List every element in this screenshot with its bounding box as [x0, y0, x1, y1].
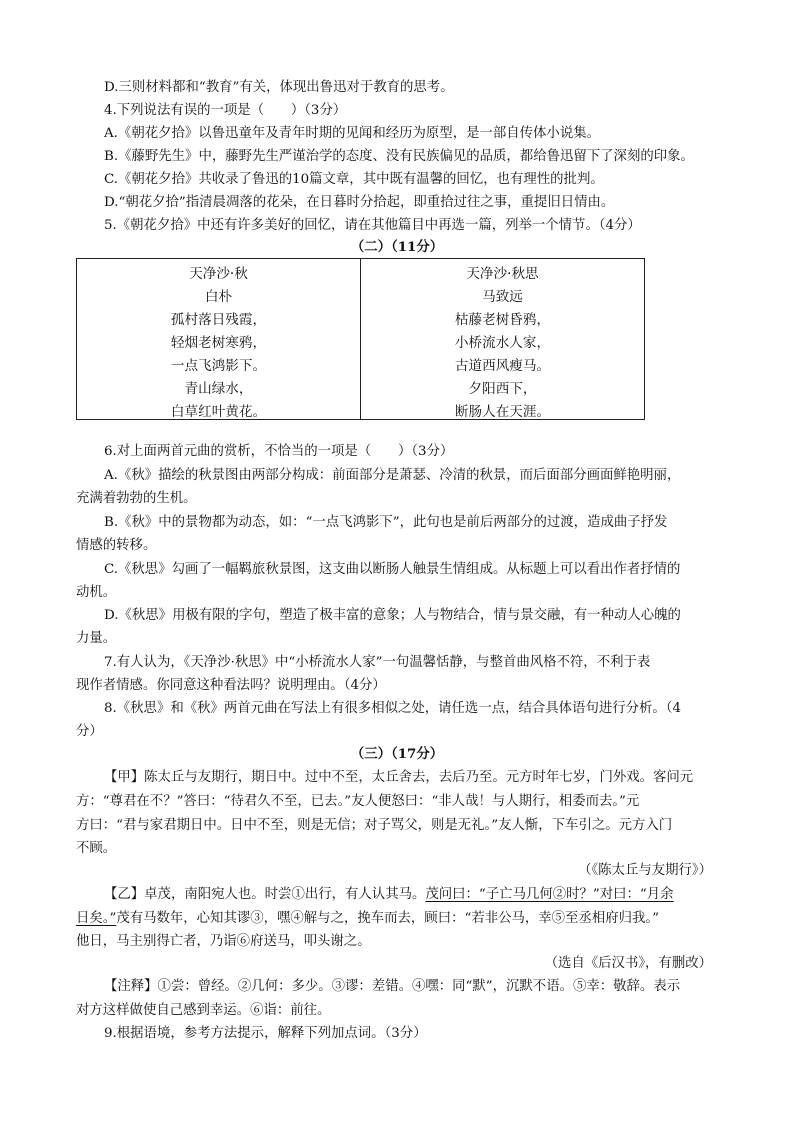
passage-yi-underlined: 茂问曰：“子亡马几何②时？”对曰：“月余	[425, 887, 674, 902]
question-5: 5.《朝花夕拾》中还有许多美好的回忆，请在其他篇目中再选一篇，列举一个情节。（4分）	[104, 218, 641, 233]
passage-jia-line: 方曰：“君与家君期日中。日中不至，则是无信；对子骂父，则是无礼。”友人惭，下车引之。元方入门	[76, 818, 673, 833]
passage-jia-line: 不顾。	[76, 841, 117, 856]
poem-left-line: 一点飞鸿影下。	[170, 358, 267, 374]
poem-table	[76, 258, 645, 420]
poem-right-line: 古道西风瘦马。	[454, 358, 551, 374]
passage-yi-text: 【乙】卓茂，南阳宛人也。时尝①出行，有人认其马。	[104, 887, 426, 902]
option-6b-cont: 情感的转移。	[76, 538, 157, 553]
passage-yi-line	[76, 910, 728, 928]
passage-yi-line	[104, 886, 728, 904]
option-6c-cont: 动机。	[76, 585, 117, 600]
poem-right-title: 天净沙·秋思	[466, 266, 539, 282]
option-6c: C.《秋思》勾画了一幅羁旅秋景图，这支曲以断肠人触景生情组成。从标题上可以看出作者抒情的	[104, 562, 681, 577]
poem-left-line: 白草红叶黄花。	[170, 404, 267, 420]
poem-left-line: 轻烟老树寒鸦，	[170, 335, 267, 351]
source-jia: （《陈太丘与友期行》）	[578, 863, 712, 878]
notes-line: 【注释】①尝：曾经。②几何：多少。③谬：差错。④嘿：同“默”，沉默不语。⑤幸：敬辞。表示	[104, 979, 681, 994]
passage-yi-line: 他日，马主别得亡者，乃诣⑥府送马，叩头谢之。	[76, 934, 371, 949]
poem-right-line: 小桥流水人家，	[454, 335, 551, 351]
passage-jia-line: 方：“尊君在不？”答曰：“待君久不至，已去。”友人便怒曰：“非人哉！与人期行，相委而去。”元	[76, 794, 640, 809]
option-6a-cont: 充满着勃勃的生机。	[76, 491, 197, 506]
option-4a: A.《朝花夕拾》以鲁迅童年及青年时期的见闻和经历为原型，是一部自传体小说集。	[104, 126, 600, 141]
option-6d-cont: 力量。	[76, 631, 117, 646]
question-4: 4.下列说法有误的一项是（ ）（3分）	[104, 103, 347, 118]
poem-left-title: 天净沙·秋	[189, 266, 248, 282]
passage-jia-line: 【甲】陈太丘与友期行，期日中。过中不至，太丘舍去，去后乃至。元方时年七岁，门外戏。客问元	[104, 770, 694, 785]
passage-yi-underlined: 日矣。”	[76, 911, 117, 926]
poem-left-line: 青山绿水，	[184, 381, 253, 397]
section-2-heading: （二）（11分）	[350, 239, 444, 255]
option-6b: B.《秋》中的景物都为动态，如：“一点飞鸿影下”，此句也是前后两部分的过渡，造成曲子抒发	[104, 515, 668, 530]
question-8: 8.《秋思》和《秋》两首元曲在写法上有很多相似之处，请任选一点，结合具体语句进行分析。（4	[104, 701, 681, 716]
question-8-cont: 分）	[76, 724, 103, 739]
question-6: 6.对上面两首元曲的赏析，不恰当的一项是（ ）（3分）	[104, 444, 454, 459]
option-4b: B.《藤野先生》中，藤野先生严谨治学的态度、没有民族偏见的品质，都给鲁迅留下了深刻的印象。	[104, 149, 694, 164]
question-7: 7.有人认为，《天净沙·秋思》中“小桥流水人家”一句温馨恬静，与整首曲风格不符，不利于表	[104, 655, 651, 670]
poem-left	[77, 259, 360, 419]
notes-line: 对方这样做使自己感到幸运。⑥诣：前往。	[76, 1003, 331, 1018]
question-7-cont: 现作者情感。你同意这种看法吗？说明理由。（4分）	[76, 678, 386, 693]
source-yi: （选自《后汉书》，有删改）	[544, 956, 712, 971]
poem-right	[360, 259, 644, 419]
poem-right-line: 夕阳西下，	[468, 381, 537, 397]
option-4c: C.《朝花夕拾》共收录了鲁迅的10篇文章，其中既有温馨的回忆，也有理性的批判。	[104, 172, 604, 187]
poem-right-line: 枯藤老树昏鸦，	[454, 312, 551, 328]
poem-right-author: 马致远	[482, 289, 523, 305]
option-4d: D.“朝花夕拾”指清晨凋落的花朵，在日暮时分拾起，即重拾过往之事，重提旧日情由。	[104, 195, 615, 210]
poem-left-line: 孤村落日残霞，	[170, 312, 267, 328]
poem-right-line: 断肠人在天涯。	[454, 404, 551, 420]
poem-left-author: 白朴	[204, 289, 233, 305]
option-6a: A.《秋》描绘的秋景图由两部分构成：前面部分是萧瑟、冷清的秋景，而后面部分画面鲜艳明丽，	[104, 468, 681, 483]
section-3-heading: （三）（17分）	[350, 746, 444, 762]
passage-yi-text: 茂有马数年，心知其谬③，嘿④解与之，挽车而去，顾曰：“若非公马，幸⑤至丞相府归我。”	[116, 911, 659, 926]
question-9: 9.根据语境，参考方法提示，解释下列加点词。（3分）	[104, 1026, 427, 1041]
option-3d: D.三则材料都和“教育”有关，体现出鲁迅对于教育的思考。	[104, 80, 454, 95]
option-6d: D.《秋思》用极有限的字句，塑造了极丰富的意象；人与物结合，情与景交融，有一种动人心魄的	[104, 608, 681, 623]
